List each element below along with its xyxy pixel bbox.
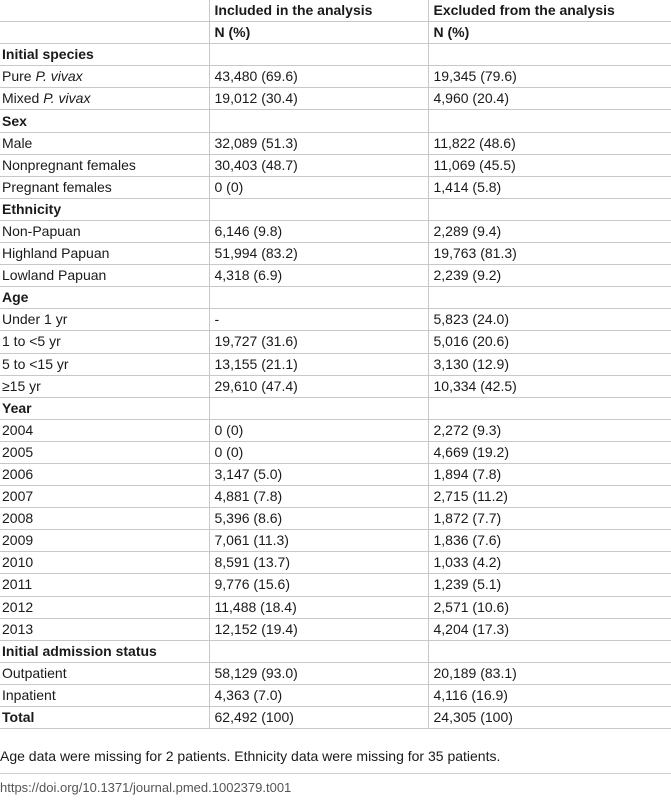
included-value: 30,403 (48.7) (209, 154, 428, 176)
included-value: 3,147 (5.0) (209, 463, 428, 485)
row-label-text: 2005 (2, 443, 34, 460)
excluded-value: 19,763 (81.3) (428, 243, 671, 265)
row-label-text: Male (2, 134, 33, 151)
row-label-text: 2010 (2, 554, 34, 571)
excluded-value (428, 110, 671, 132)
excluded-value: 2,239 (9.2) (428, 265, 671, 287)
row-label (0, 618, 209, 640)
table-row (0, 220, 671, 242)
section-row (0, 110, 671, 132)
section-label (0, 198, 209, 220)
section-row (0, 44, 671, 66)
included-value: 4,363 (7.0) (209, 684, 428, 706)
table-row (0, 618, 671, 640)
included-value: 32,089 (51.3) (209, 132, 428, 154)
row-label (0, 132, 209, 154)
species-name: P. vivax (35, 68, 83, 85)
row-label (0, 463, 209, 485)
row-label (0, 331, 209, 353)
included-value: 0 (0) (209, 176, 428, 198)
row-label-text: Under 1 yr (2, 311, 68, 328)
excluded-value: 2,571 (10.6) (428, 596, 671, 618)
header-empty-cell (0, 0, 209, 22)
included-value: 8,591 (13.7) (209, 552, 428, 574)
row-label (0, 154, 209, 176)
row-label (0, 375, 209, 397)
excluded-value: 20,189 (83.1) (428, 662, 671, 684)
row-label (0, 662, 209, 684)
included-value: 5,396 (8.6) (209, 508, 428, 530)
excluded-value: 2,272 (9.3) (428, 419, 671, 441)
row-label-text: Total (2, 709, 35, 726)
included-value: 62,492 (100) (209, 707, 428, 729)
table-row (0, 88, 671, 110)
header-excluded: Excluded from the analysis (428, 0, 671, 22)
table-row (0, 419, 671, 441)
included-value (209, 44, 428, 66)
included-value: 7,061 (11.3) (209, 530, 428, 552)
row-label (0, 552, 209, 574)
excluded-value: 19,345 (79.6) (428, 66, 671, 88)
row-label-text: Pregnant females (2, 178, 112, 195)
doi-link[interactable]: https://doi.org/10.1371/journal.pmed.1002379.t001 (0, 780, 292, 795)
row-label-text: 2004 (2, 421, 34, 438)
row-label-text: ≥15 yr (2, 377, 41, 394)
row-label (0, 486, 209, 508)
included-value: 0 (0) (209, 419, 428, 441)
row-label (0, 309, 209, 331)
excluded-value: 1,836 (7.6) (428, 530, 671, 552)
row-label (0, 220, 209, 242)
included-value: 12,152 (19.4) (209, 618, 428, 640)
excluded-value: 5,823 (24.0) (428, 309, 671, 331)
included-value (209, 640, 428, 662)
row-label (0, 353, 209, 375)
row-label (0, 265, 209, 287)
unit-row (0, 22, 671, 44)
included-value: 19,727 (31.6) (209, 331, 428, 353)
unit-empty-cell (0, 22, 209, 44)
table-row (0, 309, 671, 331)
row-label (0, 574, 209, 596)
included-value (209, 110, 428, 132)
excluded-value: 1,414 (5.8) (428, 176, 671, 198)
excluded-value: 4,116 (16.9) (428, 684, 671, 706)
row-label-text: Ethnicity (2, 200, 62, 217)
included-value: 4,881 (7.8) (209, 486, 428, 508)
row-label-text: Initial species (2, 46, 94, 63)
included-value (209, 397, 428, 419)
row-label-text: Sex (2, 112, 27, 129)
excluded-value (428, 198, 671, 220)
total-row (0, 707, 671, 729)
included-value: 0 (0) (209, 441, 428, 463)
table-row (0, 463, 671, 485)
table-row (0, 331, 671, 353)
section-row (0, 640, 671, 662)
excluded-value (428, 287, 671, 309)
included-value (209, 198, 428, 220)
row-label-text: Lowland Papuan (2, 267, 107, 284)
row-label (0, 508, 209, 530)
row-label-text: 2012 (2, 598, 34, 615)
excluded-value: 1,239 (5.1) (428, 574, 671, 596)
row-label-text: 2013 (2, 620, 34, 637)
table-row (0, 486, 671, 508)
row-label-text: Mixed (2, 90, 44, 107)
section-row (0, 397, 671, 419)
row-label-text: 2006 (2, 466, 34, 483)
table-row (0, 530, 671, 552)
row-label-text: Pure (2, 68, 36, 85)
section-label (0, 44, 209, 66)
section-row (0, 198, 671, 220)
included-value: 6,146 (9.8) (209, 220, 428, 242)
section-label (0, 287, 209, 309)
excluded-value: 3,130 (12.9) (428, 353, 671, 375)
excluded-value: 11,069 (45.5) (428, 154, 671, 176)
included-value: 13,155 (21.1) (209, 353, 428, 375)
row-label-text: Age (2, 289, 29, 306)
unit-excluded: N (%) (428, 22, 671, 44)
row-label-text: 2011 (2, 576, 33, 593)
row-label (0, 684, 209, 706)
row-label (0, 419, 209, 441)
row-label (0, 596, 209, 618)
row-label-text: 2008 (2, 510, 34, 527)
table-row (0, 66, 671, 88)
excluded-value: 5,016 (20.6) (428, 331, 671, 353)
table-row (0, 265, 671, 287)
section-label (0, 640, 209, 662)
table-row (0, 353, 671, 375)
row-label-text: 5 to <15 yr (2, 355, 69, 372)
table-row (0, 375, 671, 397)
excluded-value: 1,033 (4.2) (428, 552, 671, 574)
row-label-text: 2009 (2, 532, 34, 549)
table-row (0, 441, 671, 463)
excluded-value (428, 44, 671, 66)
table-row (0, 662, 671, 684)
excluded-value: 4,960 (20.4) (428, 88, 671, 110)
included-value: 11,488 (18.4) (209, 596, 428, 618)
table-row (0, 574, 671, 596)
included-value: - (209, 309, 428, 331)
included-value: 4,318 (6.9) (209, 265, 428, 287)
table-row (0, 176, 671, 198)
excluded-value: 11,822 (48.6) (428, 132, 671, 154)
table-footnote: Age data were missing for 2 patients. Ethnicity data were missing for 35 patients. (0, 748, 501, 764)
table-row (0, 684, 671, 706)
excluded-value: 1,894 (7.8) (428, 463, 671, 485)
section-row (0, 287, 671, 309)
included-value: 19,012 (30.4) (209, 88, 428, 110)
excluded-value: 24,305 (100) (428, 707, 671, 729)
excluded-value: 4,669 (19.2) (428, 441, 671, 463)
included-value: 9,776 (15.6) (209, 574, 428, 596)
table-row (0, 132, 671, 154)
row-label-text: 1 to <5 yr (2, 333, 61, 350)
table-row (0, 154, 671, 176)
header-row (0, 0, 671, 22)
excluded-value (428, 397, 671, 419)
row-label (0, 441, 209, 463)
row-label (0, 530, 209, 552)
section-label (0, 397, 209, 419)
section-label (0, 110, 209, 132)
included-value (209, 287, 428, 309)
unit-included: N (%) (209, 22, 428, 44)
row-label (0, 243, 209, 265)
row-label-text: Highland Papuan (2, 245, 110, 262)
included-value: 29,610 (47.4) (209, 375, 428, 397)
row-label (0, 707, 209, 729)
row-label-text: Initial admission status (2, 642, 157, 659)
row-label-text: Non-Papuan (2, 222, 81, 239)
table-row (0, 243, 671, 265)
row-label (0, 66, 209, 88)
header-included: Included in the analysis (209, 0, 428, 22)
included-value: 58,129 (93.0) (209, 662, 428, 684)
row-label-text: 2007 (2, 488, 34, 505)
included-value: 51,994 (83.2) (209, 243, 428, 265)
table-row (0, 552, 671, 574)
table-row (0, 508, 671, 530)
divider (0, 773, 671, 774)
excluded-value: 1,872 (7.7) (428, 508, 671, 530)
row-label-text: Outpatient (2, 664, 67, 681)
excluded-value: 4,204 (17.3) (428, 618, 671, 640)
included-value: 43,480 (69.6) (209, 66, 428, 88)
row-label (0, 88, 209, 110)
excluded-value (428, 640, 671, 662)
excluded-value: 10,334 (42.5) (428, 375, 671, 397)
excluded-value: 2,289 (9.4) (428, 220, 671, 242)
row-label (0, 176, 209, 198)
table-row (0, 596, 671, 618)
excluded-value: 2,715 (11.2) (428, 486, 671, 508)
species-name: P. vivax (43, 90, 91, 107)
row-label-text: Nonpregnant females (2, 156, 136, 173)
row-label-text: Year (2, 399, 32, 416)
row-label-text: Inpatient (2, 686, 56, 703)
